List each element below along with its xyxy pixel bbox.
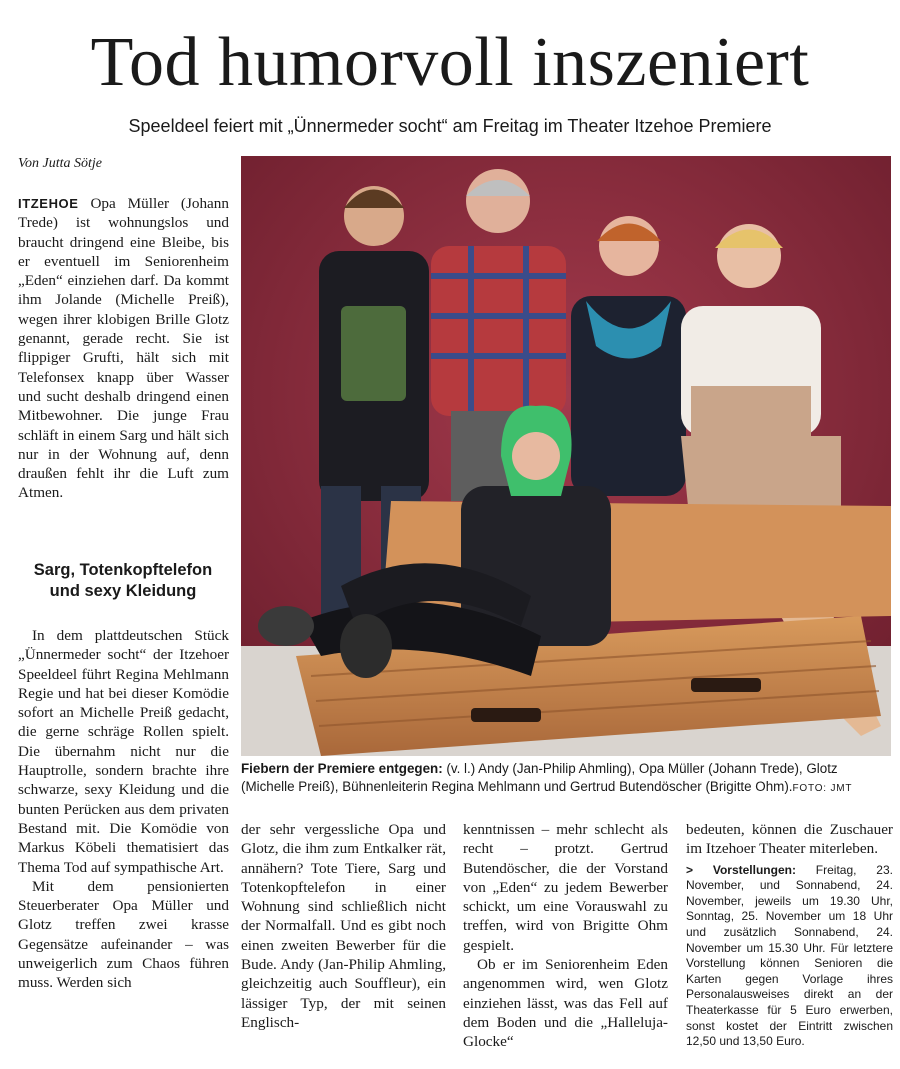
column-1-intro: [18, 194, 229, 503]
performances-label: > Vorstellungen:: [686, 862, 796, 877]
photo-caption: [241, 760, 893, 797]
column-1-body: [18, 626, 229, 993]
performances-text: Freitag, 23. November, und Sonnabend, 24. November, jeweils um 19.30 Uhr, Sonntag, 25. November um 18 Uhr und zusätzlich Sonnabend, 24. November um 15.30 Uhr. Für letztere Vorstellung können Senioren die Karten gegen Vorlage ihres Personalausweises direkt an der Theaterkasse für 5 Euro erwerben, sonst kostet der Eintritt zwischen 12,50 und 13,50 Euro.: [686, 862, 893, 1049]
paragraph: Ob er im Seniorenheim Eden angenommen wird, wen Glotz einziehen lässt, was das Fell auf dem Boden und die „Halleluja-Glocke“: [463, 956, 668, 1051]
byline: Von Jutta Sötje: [18, 156, 102, 171]
photo: [241, 156, 891, 756]
subheadline: Speeldeel feiert mit „Ünnermeder socht“ am Freitag im Theater Itzehoe Premiere: [128, 116, 772, 136]
headline: Tod humorvoll inszeniert: [90, 24, 810, 101]
paragraph: der sehr vergessliche Opa und Glotz, die ihm zum Entkalker rät, annähern? Tote Tiere, Sarg und Totenkopftelefon in einer Wohnung sind schließlich nicht der Normalfall. Und es gibt noch einen zweiten Bewerber für die Bude. Andy (Jan-Philip Ahmling, gleichzeitig auch Souffleur), ein lässiger Typ, der mit seinen Englisch-: [241, 821, 446, 1031]
column-4: [686, 820, 893, 1050]
dateline: ITZEHOE: [18, 196, 79, 211]
intro-paragraph: Opa Müller (Johann Trede) ist wohnungslos und braucht dringend eine Bleibe, bis er eventuell im Seniorenheim „Eden“ einziehen darf. Da kommt ihm Jolande (Michelle Preiß), wegen ihrer klobigen Brille Glotz genannt, gerade recht. Sie ist flippiger Grufti, hält sich mit Telefonsex knapp über Wasser und sucht deshalb dringend einen Mitbewohner. Die junge Frau schläft in einem Sarg und hält sich nur in der Wohnung auf, denn draußen fehlt ihr die Luft zum Atmen.: [18, 195, 229, 502]
paragraph: In dem plattdeutschen Stück „Ünnermeder socht“ der Itzehoer Speeldeel führt Regina Mehlmann Regie und hat bei dieser Komödie sofort an Michelle Preiß gedacht, die gerne schräge Rollen spielt. Die übernahm nicht nur die Hauptrolle, sondern brachte ihre schwarze, sexy Kleidung und die bunten Perücken aus dem privaten Bestand mit. Die Komödie von Markus Köbeli thematisiert das Thema Tod auf sympathische Art.: [18, 627, 229, 876]
column-2: [241, 820, 446, 1032]
subheading: Sarg, Totenkopftelefon und sexy Kleidung: [33, 561, 213, 600]
paragraph: kenntnissen – mehr schlecht als recht – protzt. Gertrud Butendöscher, die der Vorstand von „Eden“ zu jedem Bewerber schickt, um eine Vorauswahl zu treffen, wird von Brigitte Ohm gespielt.: [463, 821, 668, 954]
paragraph: Mit dem pensionierten Steuerberater Opa Müller und Glotz treffen zwei krasse Gegensätze aufeinander – was unweigerlich zum Chaos führen muss. Werden sich: [18, 877, 229, 992]
paragraph: bedeuten, können die Zuschauer im Itzehoer Theater miterleben.: [686, 821, 893, 858]
photo-credit: FOTO: JMT: [792, 782, 853, 794]
caption-lead: Fiebern der Premiere entgegen:: [241, 761, 443, 776]
column-3: [463, 820, 668, 1052]
performances-info: [686, 863, 893, 1050]
caption-text: (v. l.) Andy (Jan-Philip Ahmling), Opa Müller (Johann Trede), Glotz (Michelle Preiß), Bühnenleiterin Regina Mehlmann und Gertrud Butendöscher (Brigitte Ohm).: [241, 761, 838, 794]
photo-illustration: [241, 156, 891, 756]
